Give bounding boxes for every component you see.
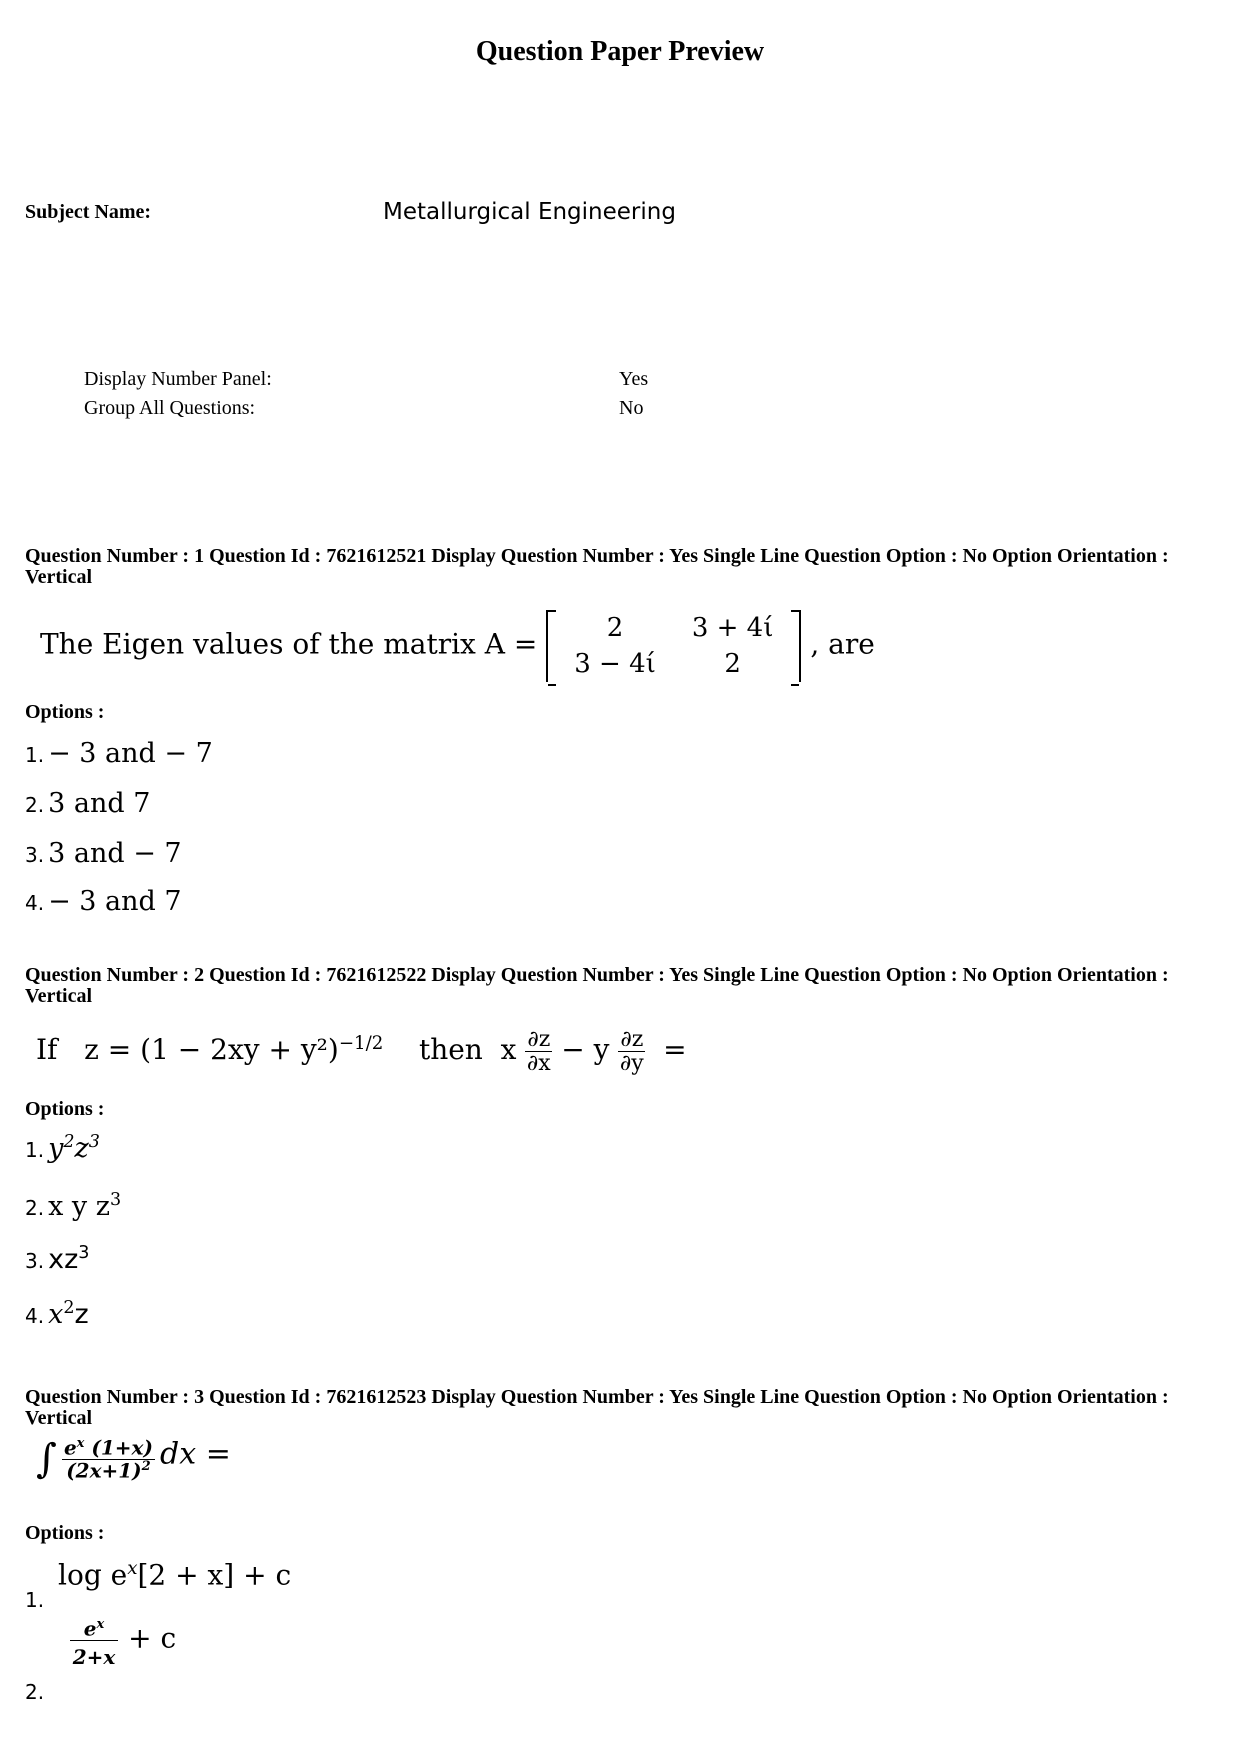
- question-1-stem-prefix: The Eigen values of the matrix A =: [40, 627, 538, 661]
- option-number: 3.: [25, 1249, 45, 1273]
- fraction-dz-dx: [525, 1028, 552, 1075]
- option-superscript: 2: [63, 1132, 75, 1152]
- q3-option-1-number: 1.: [25, 1588, 45, 1612]
- fraction-numerator: ∂z: [527, 1027, 551, 1052]
- q3-option-1-text: [58, 1558, 291, 1591]
- fraction-denominator-superscript: 2: [141, 1458, 151, 1474]
- matrix: [546, 610, 801, 682]
- option-text: 3 and 7: [48, 788, 151, 819]
- matrix-cell: 3 + 4ί: [691, 613, 774, 643]
- q3-option-2-text: [70, 1618, 176, 1668]
- question-2-if: If: [36, 1033, 58, 1067]
- question-1-stem-suffix: , are: [810, 627, 875, 661]
- option-fraction: [70, 1618, 118, 1668]
- options-label: Options :: [25, 701, 105, 723]
- option-superscript: 3: [78, 1243, 90, 1263]
- option-base: x y z: [48, 1191, 110, 1222]
- option-fraction-superscript: x: [96, 1617, 105, 1632]
- option-superscript: 3: [109, 1190, 122, 1210]
- q2-option-2: [25, 1190, 121, 1222]
- q2-option-1: [25, 1132, 100, 1164]
- setting-value-group-all-questions: No: [619, 397, 644, 419]
- option-pre: log e: [58, 1558, 128, 1592]
- option-number: 2.: [25, 1196, 45, 1220]
- question-3-fraction: [62, 1437, 155, 1481]
- options-label: Options :: [25, 1098, 105, 1120]
- option-base: x: [48, 1299, 64, 1330]
- q1-option-3: [25, 838, 182, 869]
- page-title: Question Paper Preview: [475, 36, 765, 67]
- fraction-dz-dy: [618, 1028, 645, 1075]
- subject-label: Subject Name:: [25, 201, 152, 223]
- question-2-stem: [36, 1028, 687, 1075]
- option-text: 3 and − 7: [48, 838, 182, 869]
- option-superscript: 2: [63, 1298, 75, 1318]
- option-superscript: 3: [88, 1132, 100, 1152]
- option-base: z: [74, 1133, 89, 1164]
- question-3-header: Question Number : 3 Question Id : 7621612523 Display Question Number : Yes Single Line Question Option : No Option Orientation : Vertical: [25, 1386, 1169, 1429]
- q1-option-4: [25, 886, 182, 917]
- question-2-exponent: −1/2: [338, 1032, 384, 1054]
- option-number: 1.: [25, 1138, 45, 1162]
- question-2-expr: z = (1 − 2xy + y²): [84, 1033, 339, 1067]
- fraction-numerator-rest: (1+x): [84, 1435, 153, 1460]
- option-number: 3.: [25, 843, 45, 867]
- question-2-x: x: [500, 1033, 517, 1067]
- option-base: z: [74, 1299, 89, 1330]
- option-text: − 3 and − 7: [48, 738, 213, 769]
- subject-value: Metallurgical Engineering: [383, 199, 676, 225]
- options-label: Options :: [25, 1522, 105, 1544]
- question-3-dx: dx =: [160, 1436, 231, 1472]
- setting-value-display-number-panel: Yes: [619, 368, 649, 390]
- option-text: − 3 and 7: [48, 886, 182, 917]
- fraction-numerator-e: e: [63, 1435, 77, 1460]
- integral-sign: ∫: [36, 1436, 57, 1482]
- q1-option-2: [25, 788, 150, 819]
- matrix-cell: 2: [724, 649, 741, 679]
- question-2-header: Question Number : 2 Question Id : 7621612522 Display Question Number : Yes Single Line Question Option : No Option Orientation : Vertical: [25, 964, 1169, 1007]
- fraction-denominator: ∂x: [526, 1051, 551, 1077]
- option-post: + c: [128, 1621, 177, 1655]
- question-2-then: then: [418, 1033, 483, 1067]
- q2-option-4: [25, 1298, 89, 1330]
- option-number: 4.: [25, 1304, 45, 1328]
- question-3-stem: [36, 1436, 231, 1482]
- option-number: 4.: [25, 891, 45, 915]
- setting-label-display-number-panel: Display Number Panel:: [84, 368, 272, 390]
- option-number: 2.: [25, 793, 45, 817]
- option-base: xz: [48, 1244, 79, 1275]
- fraction-numerator: ∂z: [620, 1027, 644, 1052]
- option-fraction-denominator: 2+x: [72, 1644, 116, 1669]
- fraction-denominator: (2x+1): [66, 1458, 142, 1483]
- fraction-denominator: ∂y: [619, 1051, 644, 1077]
- q2-option-3: [25, 1243, 89, 1275]
- option-post: [2 + x] + c: [137, 1558, 292, 1592]
- q3-option-2-number: 2.: [25, 1680, 45, 1704]
- question-1-header: Question Number : 1 Question Id : 7621612521 Display Question Number : Yes Single Line Question Option : No Option Orientation : Vertical: [25, 545, 1169, 588]
- question-1-stem: [40, 610, 875, 682]
- option-base: y: [48, 1133, 64, 1164]
- question-2-minus-y: − y: [561, 1033, 610, 1067]
- option-superscript: x: [127, 1558, 138, 1579]
- option-fraction-numerator: e: [83, 1616, 97, 1641]
- option-number: 1.: [25, 743, 45, 767]
- q1-option-1: [25, 738, 213, 769]
- question-2-equals: =: [663, 1033, 687, 1067]
- matrix-cell: 2: [606, 613, 624, 643]
- fraction-numerator-superscript: x: [76, 1435, 85, 1451]
- setting-label-group-all-questions: Group All Questions:: [84, 397, 256, 419]
- matrix-cell: 3 − 4ί: [574, 649, 656, 679]
